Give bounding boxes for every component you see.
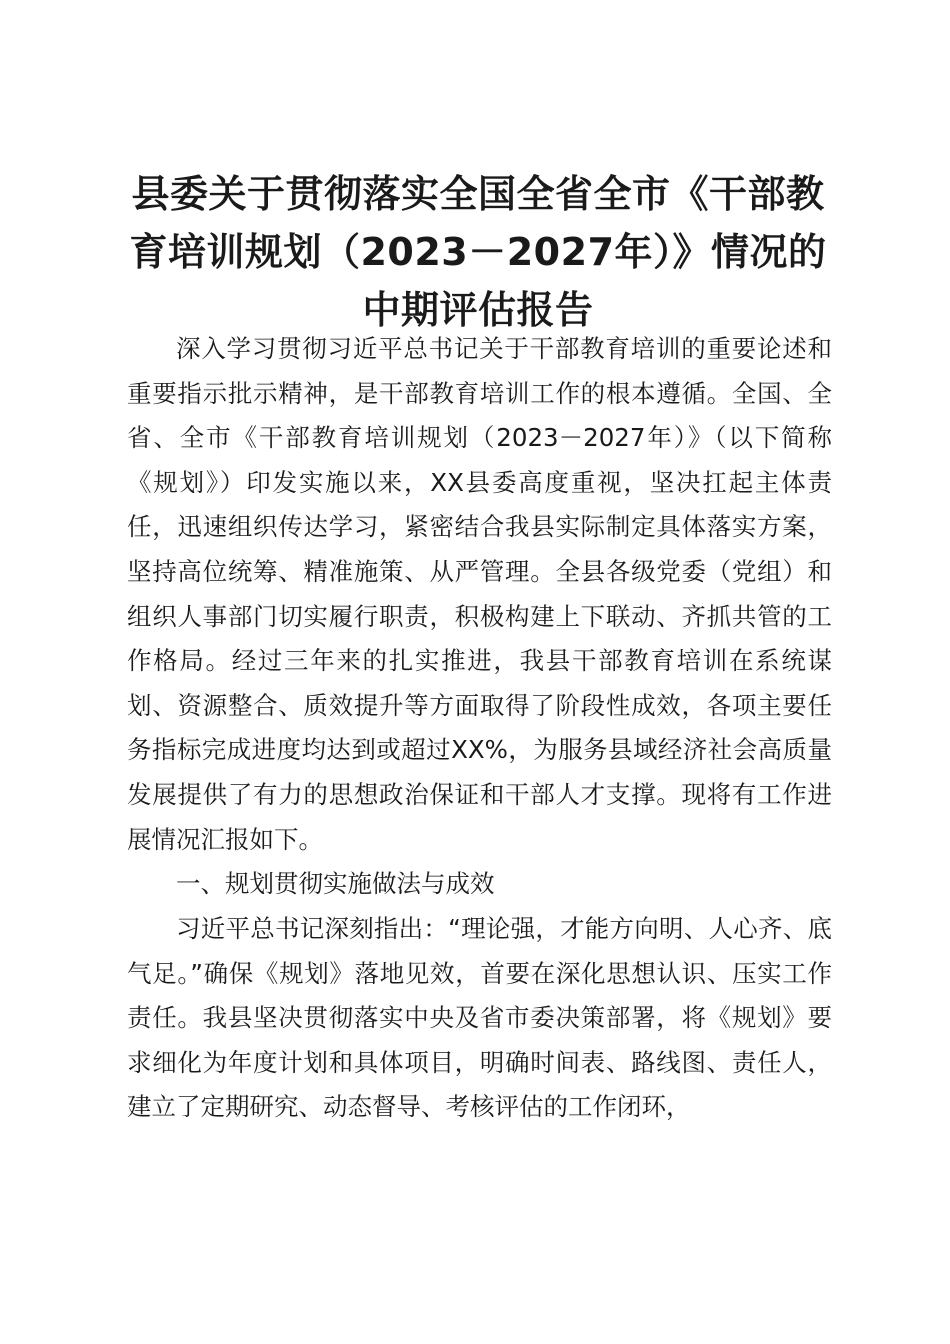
document-title: 县委关于贯彻落实全国全省全市《干部教育培训规划（2023－2027年）》情况的中期评估报告 xyxy=(129,172,827,332)
section-heading: 一、规划贯彻实施做法与成效 xyxy=(176,869,495,898)
intro-paragraph: 深入学习贯彻习近平总书记关于干部教育培训的重要论述和重要指示批示精神，是干部教育培训工作的根本遵循。全国、全省、全市《干部教育培训规划（2023－2027年）》（以下简称《规划》）印发实施以来，XX县委高度重视，坚决扛起主体责任，迅速组织传达学习，紧密结合我县实际制定具体落实方案，坚持高位统筹、精准施策、从严管理。全县各级党委（党组）和组织人事部门切实履行职责，积极构建上下联动、齐抓共管的工作格局。经过三年来的扎实推进，我县干部教育培训在系统谋划、资源整合、质效提升等方面取得了阶段性成效，各项主要任务指标完成进度均达到或超过XX%，为服务县域经济社会高质量发展提供了有力的思想政治保证和干部人才支撑。现将有工作进展情况汇报如下。 xyxy=(127,334,832,854)
section-paragraph: 习近平总书记深刻指出：“理论强，才能方向明、人心齐、底气足。”确保《规划》落地见效，首要在深化思想认识、压实工作责任。我县坚决贯彻落实中央及省市委决策部署，将《规划》要求细化为年度计划和具体项目，明确时间表、路线图、责任人，建立了定期研究、动态督导、考核评估的工作闭环， xyxy=(127,914,832,1122)
